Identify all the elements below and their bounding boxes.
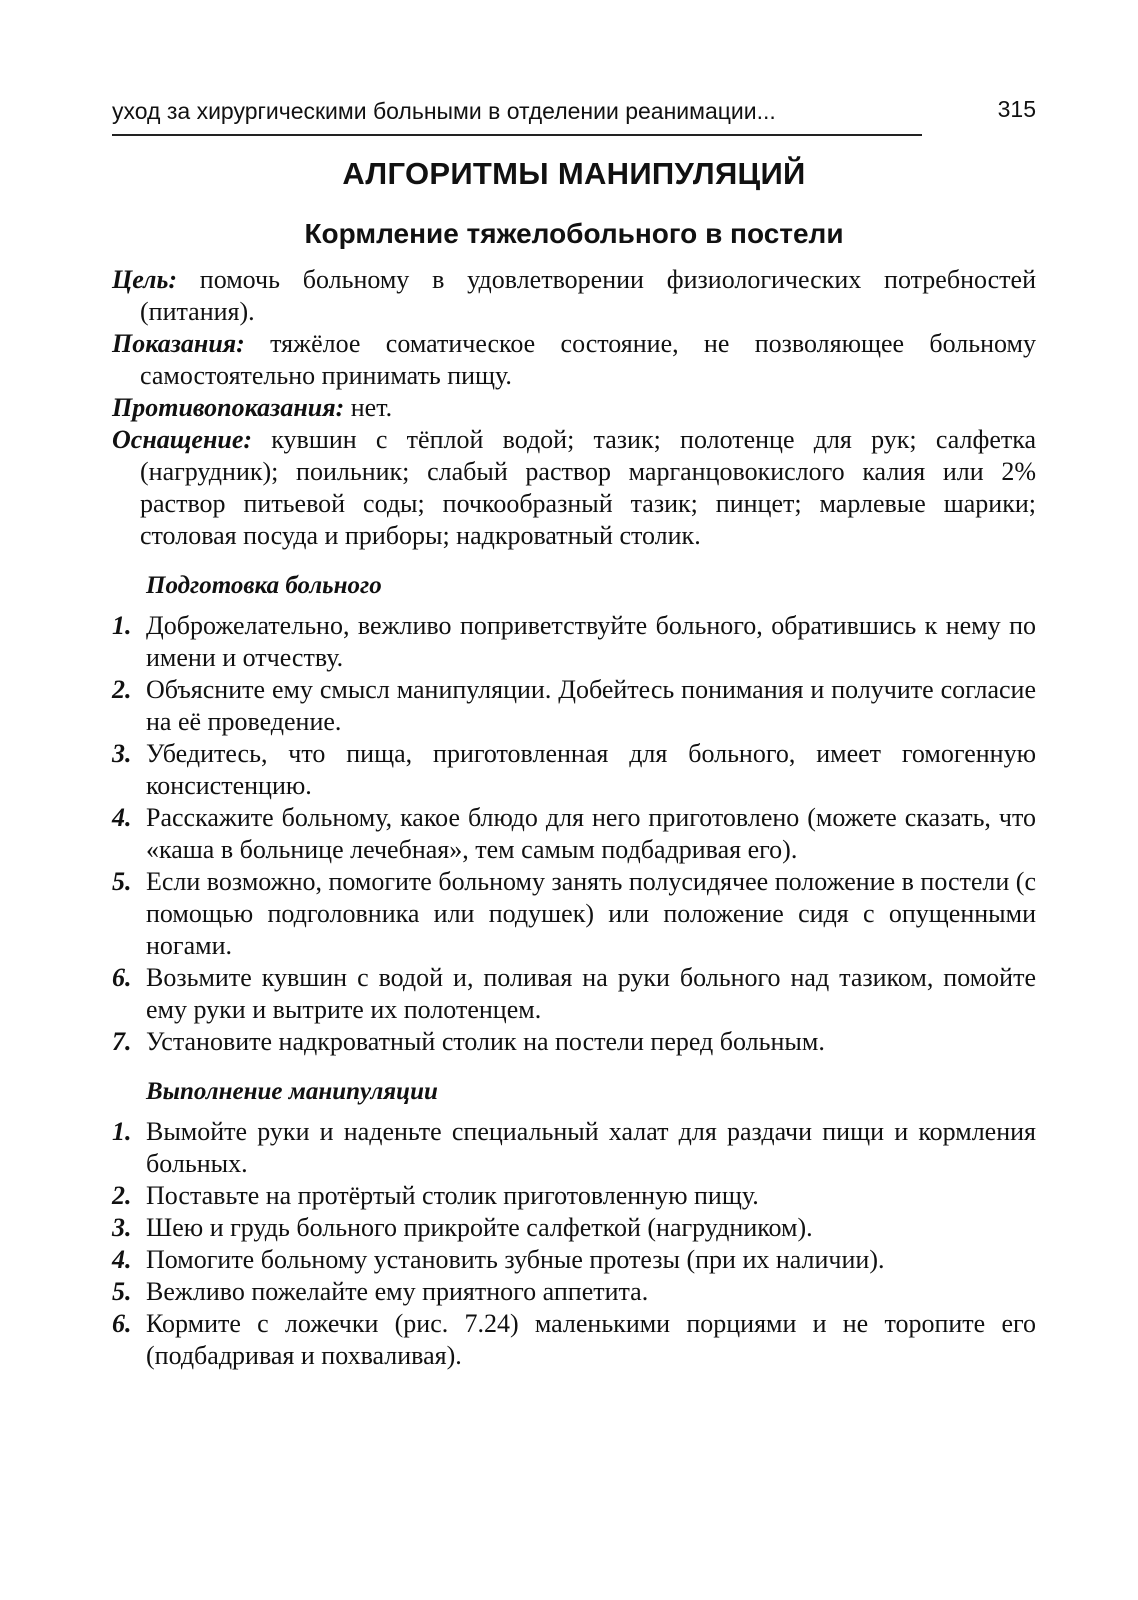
step-text: Вежливо пожелайте ему приятного аппетита. <box>146 1277 649 1306</box>
step-number: 1. <box>112 1117 132 1146</box>
step-text: Вымойте руки и наденьте специальный халат для раздачи пищи и кормления больных. <box>146 1117 1036 1178</box>
step-number: 4. <box>112 803 132 832</box>
step-number: 6. <box>112 963 132 992</box>
step-number: 5. <box>112 867 132 896</box>
list-item <box>112 1212 1036 1244</box>
step-text: Расскажите больному, какое блюдо для него приготовлено (можете сказать, что «каша в больнице лечебная», тем самым подбадривая его). <box>146 803 1036 864</box>
step-number: 3. <box>112 1213 132 1242</box>
book-page <box>112 90 1036 1372</box>
goal-field <box>112 264 1036 328</box>
step-text: Доброжелательно, вежливо поприветствуйте больного, обратившись к нему по имени и отчеству. <box>146 611 1036 672</box>
procedure-steps <box>112 1116 1036 1372</box>
list-item <box>112 1276 1036 1308</box>
list-item <box>112 1116 1036 1180</box>
step-text: Помогите больному установить зубные протезы (при их наличии). <box>146 1245 885 1274</box>
step-text: Установите надкроватный столик на постели перед больным. <box>146 1027 825 1056</box>
step-text: Объясните ему смысл манипуляции. Добейтесь понимания и получите согласие на её проведение. <box>146 675 1036 736</box>
equipment-label: Оснащение: <box>112 425 253 454</box>
step-number: 3. <box>112 739 132 768</box>
goal-label: Цель: <box>112 265 177 294</box>
step-number: 4. <box>112 1245 132 1274</box>
chapter-title: АЛГОРИТМЫ МАНИПУЛЯЦИЙ <box>342 156 806 191</box>
procedure-title: Кормление тяжелобольного в постели <box>304 218 844 249</box>
equipment-text: кувшин с тёплой водой; тазик; полотенце для рук; салфетка (нагрудник); поильник; слабый раствор марганцовокислого калия или 2% раствор питьевой соды; почкообразный тазик; пинцет; марлевые шарики; столовая посуда и приборы; надкроватный столик. <box>140 425 1036 550</box>
list-item <box>112 610 1036 674</box>
step-number: 1. <box>112 611 132 640</box>
step-text: Шею и грудь больного прикройте салфеткой (нагрудником). <box>146 1213 813 1242</box>
running-title: уход за хирургическими больными в отделении реанимации... <box>112 98 776 124</box>
step-number: 5. <box>112 1277 132 1306</box>
step-number: 2. <box>112 675 132 704</box>
step-number: 7. <box>112 1027 132 1056</box>
header-rule <box>112 134 922 136</box>
list-item <box>112 1180 1036 1212</box>
contraindications-text: нет. <box>344 393 393 422</box>
running-header <box>112 90 1036 138</box>
page-number: 315 <box>997 96 1036 122</box>
step-text: Кормите с ложечки (рис. 7.24) маленькими порциями и не торопите его (подбадривая и похваливая). <box>146 1309 1036 1370</box>
step-text: Убедитесь, что пища, приготовленная для больного, имеет гомогенную консистенцию. <box>146 739 1036 800</box>
list-item <box>112 1244 1036 1276</box>
goal-text: помочь больному в удовлетворении физиологических потребностей (питания). <box>140 265 1036 326</box>
step-number: 2. <box>112 1181 132 1210</box>
list-item <box>112 1026 1036 1058</box>
list-item <box>112 802 1036 866</box>
indications-text: тяжёлое соматическое состояние, не позволяющее больному самостоятельно принимать пищу. <box>140 329 1036 390</box>
procedure-body <box>112 264 1036 1372</box>
preparation-steps <box>112 610 1036 1058</box>
indications-field <box>112 328 1036 392</box>
list-item <box>112 1308 1036 1372</box>
procedure-heading: Выполнение манипуляции <box>146 1078 438 1105</box>
list-item <box>112 866 1036 962</box>
step-text: Поставьте на протёртый столик приготовленную пищу. <box>146 1181 759 1210</box>
list-item <box>112 962 1036 1026</box>
list-item <box>112 738 1036 802</box>
step-text: Если возможно, помогите больному занять полусидячее положение в постели (с помощью подголовника или подушек) или положение сидя с опущенными ногами. <box>146 867 1036 960</box>
equipment-field <box>112 424 1036 552</box>
contraindications-label: Противопоказания: <box>112 393 345 422</box>
indications-label: Показания: <box>112 329 245 358</box>
step-number: 6. <box>112 1309 132 1338</box>
contraindications-field <box>112 392 1036 424</box>
step-text: Возьмите кувшин с водой и, поливая на руки больного над тазиком, помойте ему руки и вытрите их полотенцем. <box>146 963 1036 1024</box>
list-item <box>112 674 1036 738</box>
preparation-heading: Подготовка больного <box>146 572 382 599</box>
